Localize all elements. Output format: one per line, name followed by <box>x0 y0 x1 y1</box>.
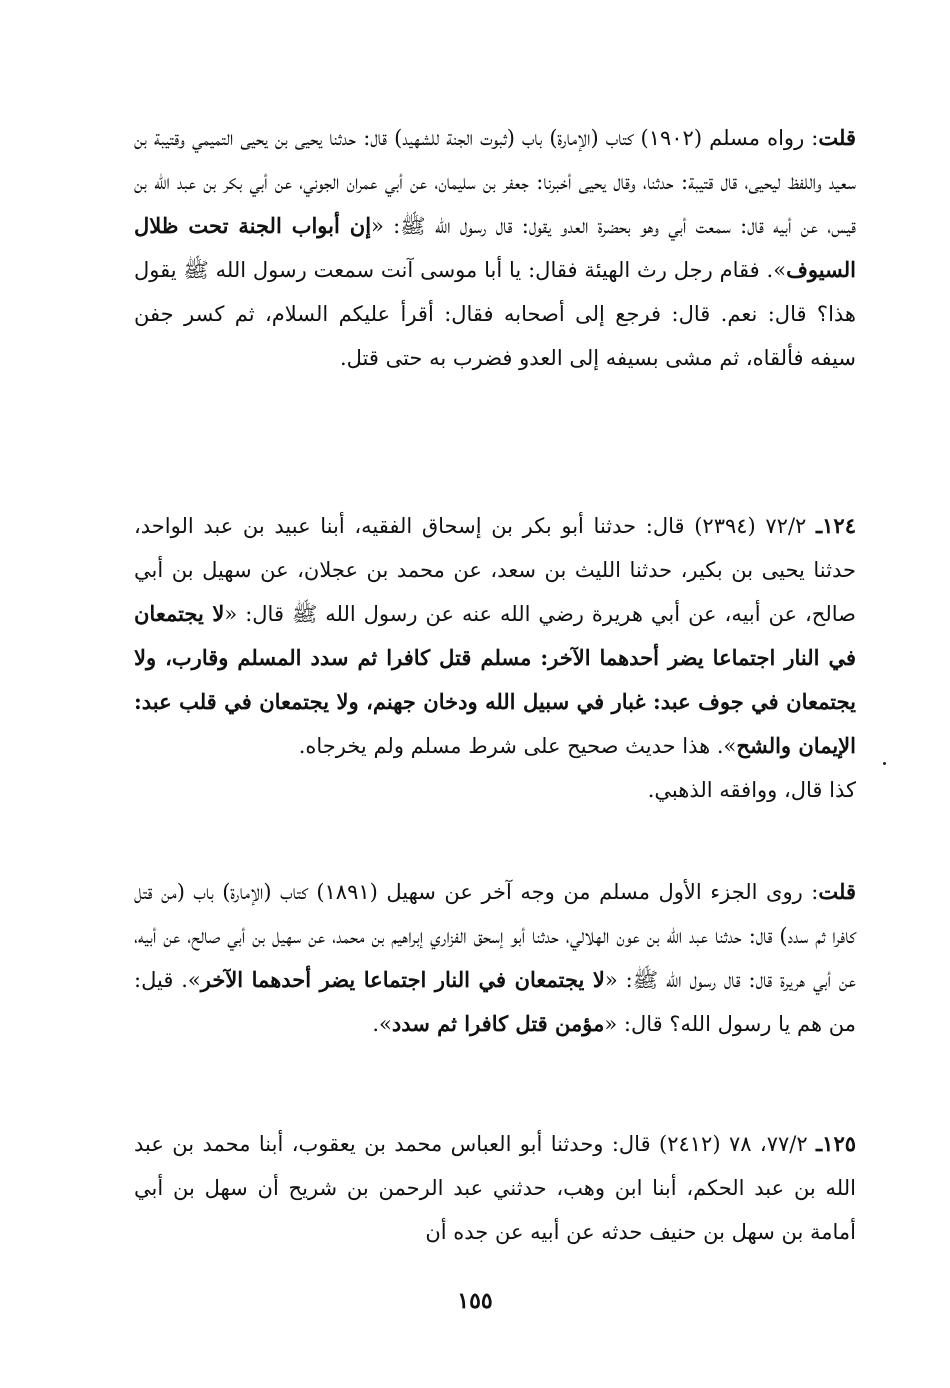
hadith-quote: لا يجتمعان في النار اجتماعا يضر أحدهما الآخر: مسلم قتل كافرا ثم سدد المسلم وقارب، ولا يجتمعان في جوف عبد: غبار في سبيل الله ودخان جهنم، ولا يجتمعان في قلب عبد: الإيمان والشح <box>134 601 856 758</box>
hadith-quote: لا يجتمعان في النار اجتماعا يضر أحدهما الآخر <box>200 967 605 992</box>
scan-speck <box>883 762 886 765</box>
paragraph-body-end: ». <box>372 1012 392 1036</box>
isnad-text: ٧٢/٢ (٢٣٩٤) قال: حدثنا أبو بكر بن إسحاق الفقيه، أبنا عبيد بن عبد الواحد، حدثنا يحيى بن بكير، حدثنا الليث بن سعد، عن محمد بن عجلان، عن سهيل بن أبي صالح، عن أبيه، عن أبي هريرة رضي الله عنه عن رسول الله ﷺ قال: « <box>134 514 856 626</box>
hadith-number: ١٢٥ـ <box>816 1131 857 1156</box>
paragraph-body-end: ». فقام رجل رث الهيئة فقال: يا أبا موسى آنت سمعت رسول الله ﷺ يقول هذا؟ قال: نعم. قال: فرجع إلى أصحابه فقال: أقرأ عليكم السلام، ثم كسر جفن سيفه فألقاه، ثم مشى بسيفه إلى العدو فضرب به حتى قتل. <box>134 258 856 370</box>
paragraph-body: : روى الجزء الأول مسلم من وجه آخر عن سهيل (١٨٩١) كتاب (الإمارة) باب (من قتل كافرا ثم سدد) قال: حدثنا عبد الله بن عون الهلالي، حدثنا أبو إسحق الفزاري إبراهيم بن محمد، عن سهيل بن أبي صالح، عن أبيه، عن أبي هريرة قال: قال رسول الله ﷺ: « <box>134 880 857 992</box>
isnad-text: ٧٧/٢، ٧٨ (٢٤١٢) قال: وحدثنا أبو العباس محمد بن يعقوب، أبنا محمد بن عبد الله بن عبد الحكم، أبنا ابن وهب، حدثني عبد الرحمن بن شريح أن سهل بن أبي أمامة بن سهل بن حنيف حدثه عن أبيه عن جده أن <box>134 1132 856 1244</box>
hadith-entry-125 <box>134 1122 856 1254</box>
grading-text: ». هذا حديث صحيح على شرط مسلم ولم يخرجاه. <box>298 734 737 758</box>
paragraph-text <box>134 504 856 768</box>
paragraph-body-mid: ». قيل: من هم يا رسول الله؟ قال: « <box>134 968 856 1036</box>
paragraph-text <box>134 870 856 1046</box>
commentary-paragraph-2 <box>134 870 856 1046</box>
qultu-label: قلت <box>818 879 856 904</box>
paragraph-text <box>134 116 856 380</box>
hadith-entry-124 <box>134 504 856 812</box>
qultu-label: قلت <box>818 125 856 150</box>
paragraph-body: : رواه مسلم (١٩٠٢) كتاب (الإمارة) باب (ثبوت الجنة للشهيد) قال: حدثنا يحيى بن يحيى التميمي وقتيبة بن سعيد واللفظ ليحيى، قال قتيبة: حدثنا، وقال يحيى أخبرنا: جعفر بن سليمان، عن أبي عمران الجوني، عن أبي بكر بن عبد الله بن قيس، عن أبيه قال: سمعت أبي وهو بحضرة العدو يقول: قال رسول الله ﷺ: « <box>134 126 856 238</box>
page-number: ١٥٥ <box>457 1288 493 1314</box>
hadith-quote: إن أبواب الجنة تحت ظلال السيوف <box>134 213 856 282</box>
hadith-quote-2: مؤمن قتل كافرا ثم سدد <box>391 1011 605 1036</box>
paragraph-text <box>134 1122 856 1254</box>
commentary-paragraph-1 <box>134 116 856 380</box>
dhahabi-note: كذا قال، ووافقه الذهبي. <box>647 778 856 802</box>
hadith-number: ١٢٤ـ <box>816 513 856 538</box>
